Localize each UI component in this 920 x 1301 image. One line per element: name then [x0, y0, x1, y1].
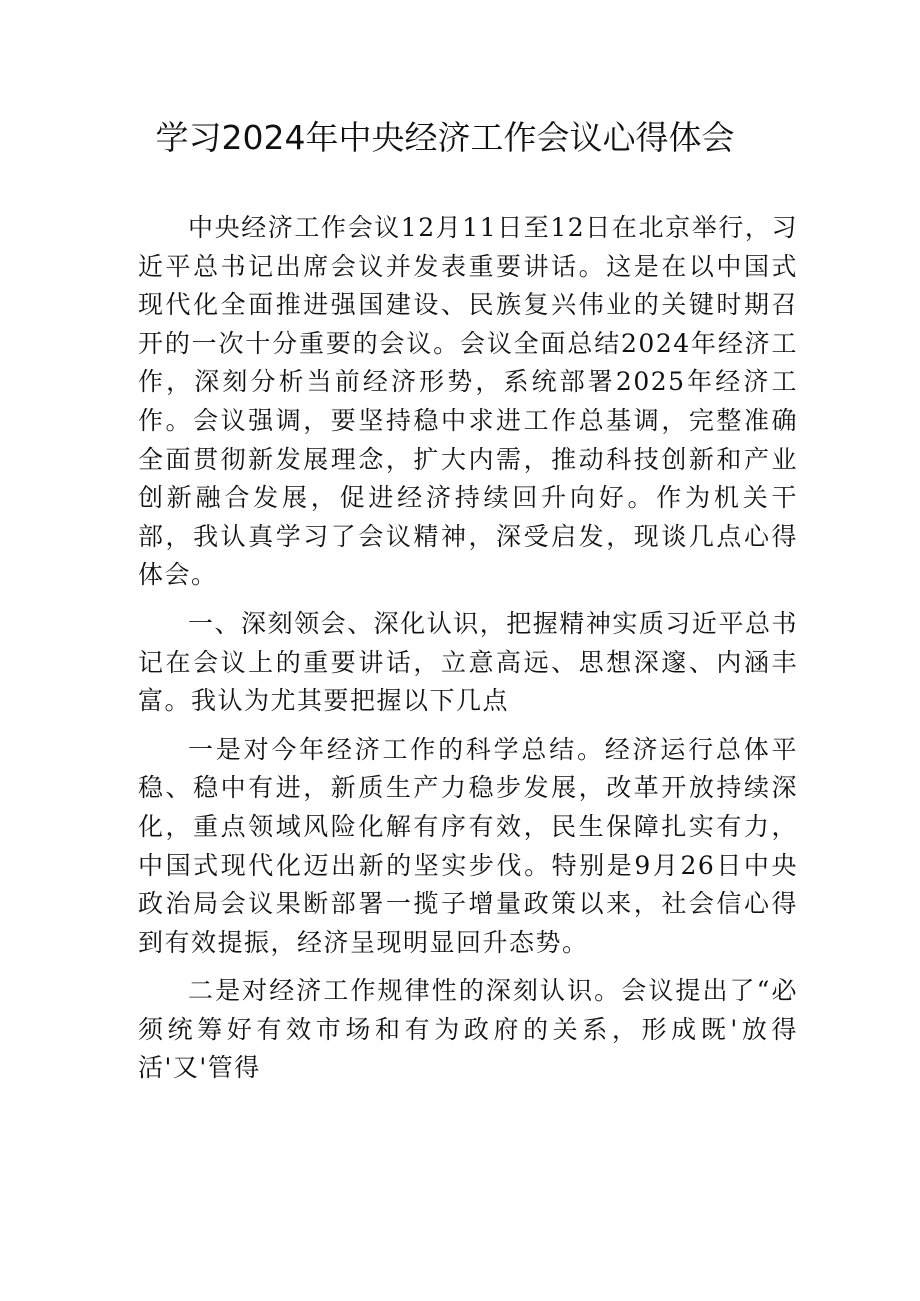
- intro-paragraph: 中央经济工作会议12月11日至12日在北京举行，习近平总书记出席会议并发表重要讲话。这是在以中国式现代化全面推进强国建设、民族复兴伟业的关键时期召开的一次十分重要的会议。会议全面总结2024年经济工作，深刻分析当前经济形势，系统部署2025年经济工作。会议强调，要坚持稳中求进工作总基调，完整准确全面贯彻新发展理念，扩大内需，推动科技创新和产业创新融合发展，促进经济持续回升向好。作为机关干部，我认真学习了会议精神，深受启发，现谈几点心得体会。: [138, 213, 798, 590]
- document-title: 学习2024年中央经济工作会议心得体会: [155, 118, 735, 157]
- section-one-paragraph: 一、深刻领会、深化认识，把握精神实质习近平总书记在会议上的重要讲话，立意高远、思想深邃、内涵丰富。我认为尤其要把握以下几点: [138, 608, 798, 716]
- point-one-paragraph: 一是对今年经济工作的科学总结。经济运行总体平稳、稳中有进，新质生产力稳步发展，改革开放持续深化，重点领域风险化解有序有效，民生保障扎实有力，中国式现代化迈出新的坚实步伐。特别是9月26日中央政治局会议果断部署一揽子增量政策以来，社会信心得到有效提振，经济呈现明显回升态势。: [138, 734, 798, 957]
- document-body: [138, 209, 798, 1088]
- point-two-paragraph: 二是对经济工作规律性的深刻认识。会议提出了“必须统筹好有效市场和有为政府的关系，形成既'放得活'又'管得: [138, 976, 798, 1083]
